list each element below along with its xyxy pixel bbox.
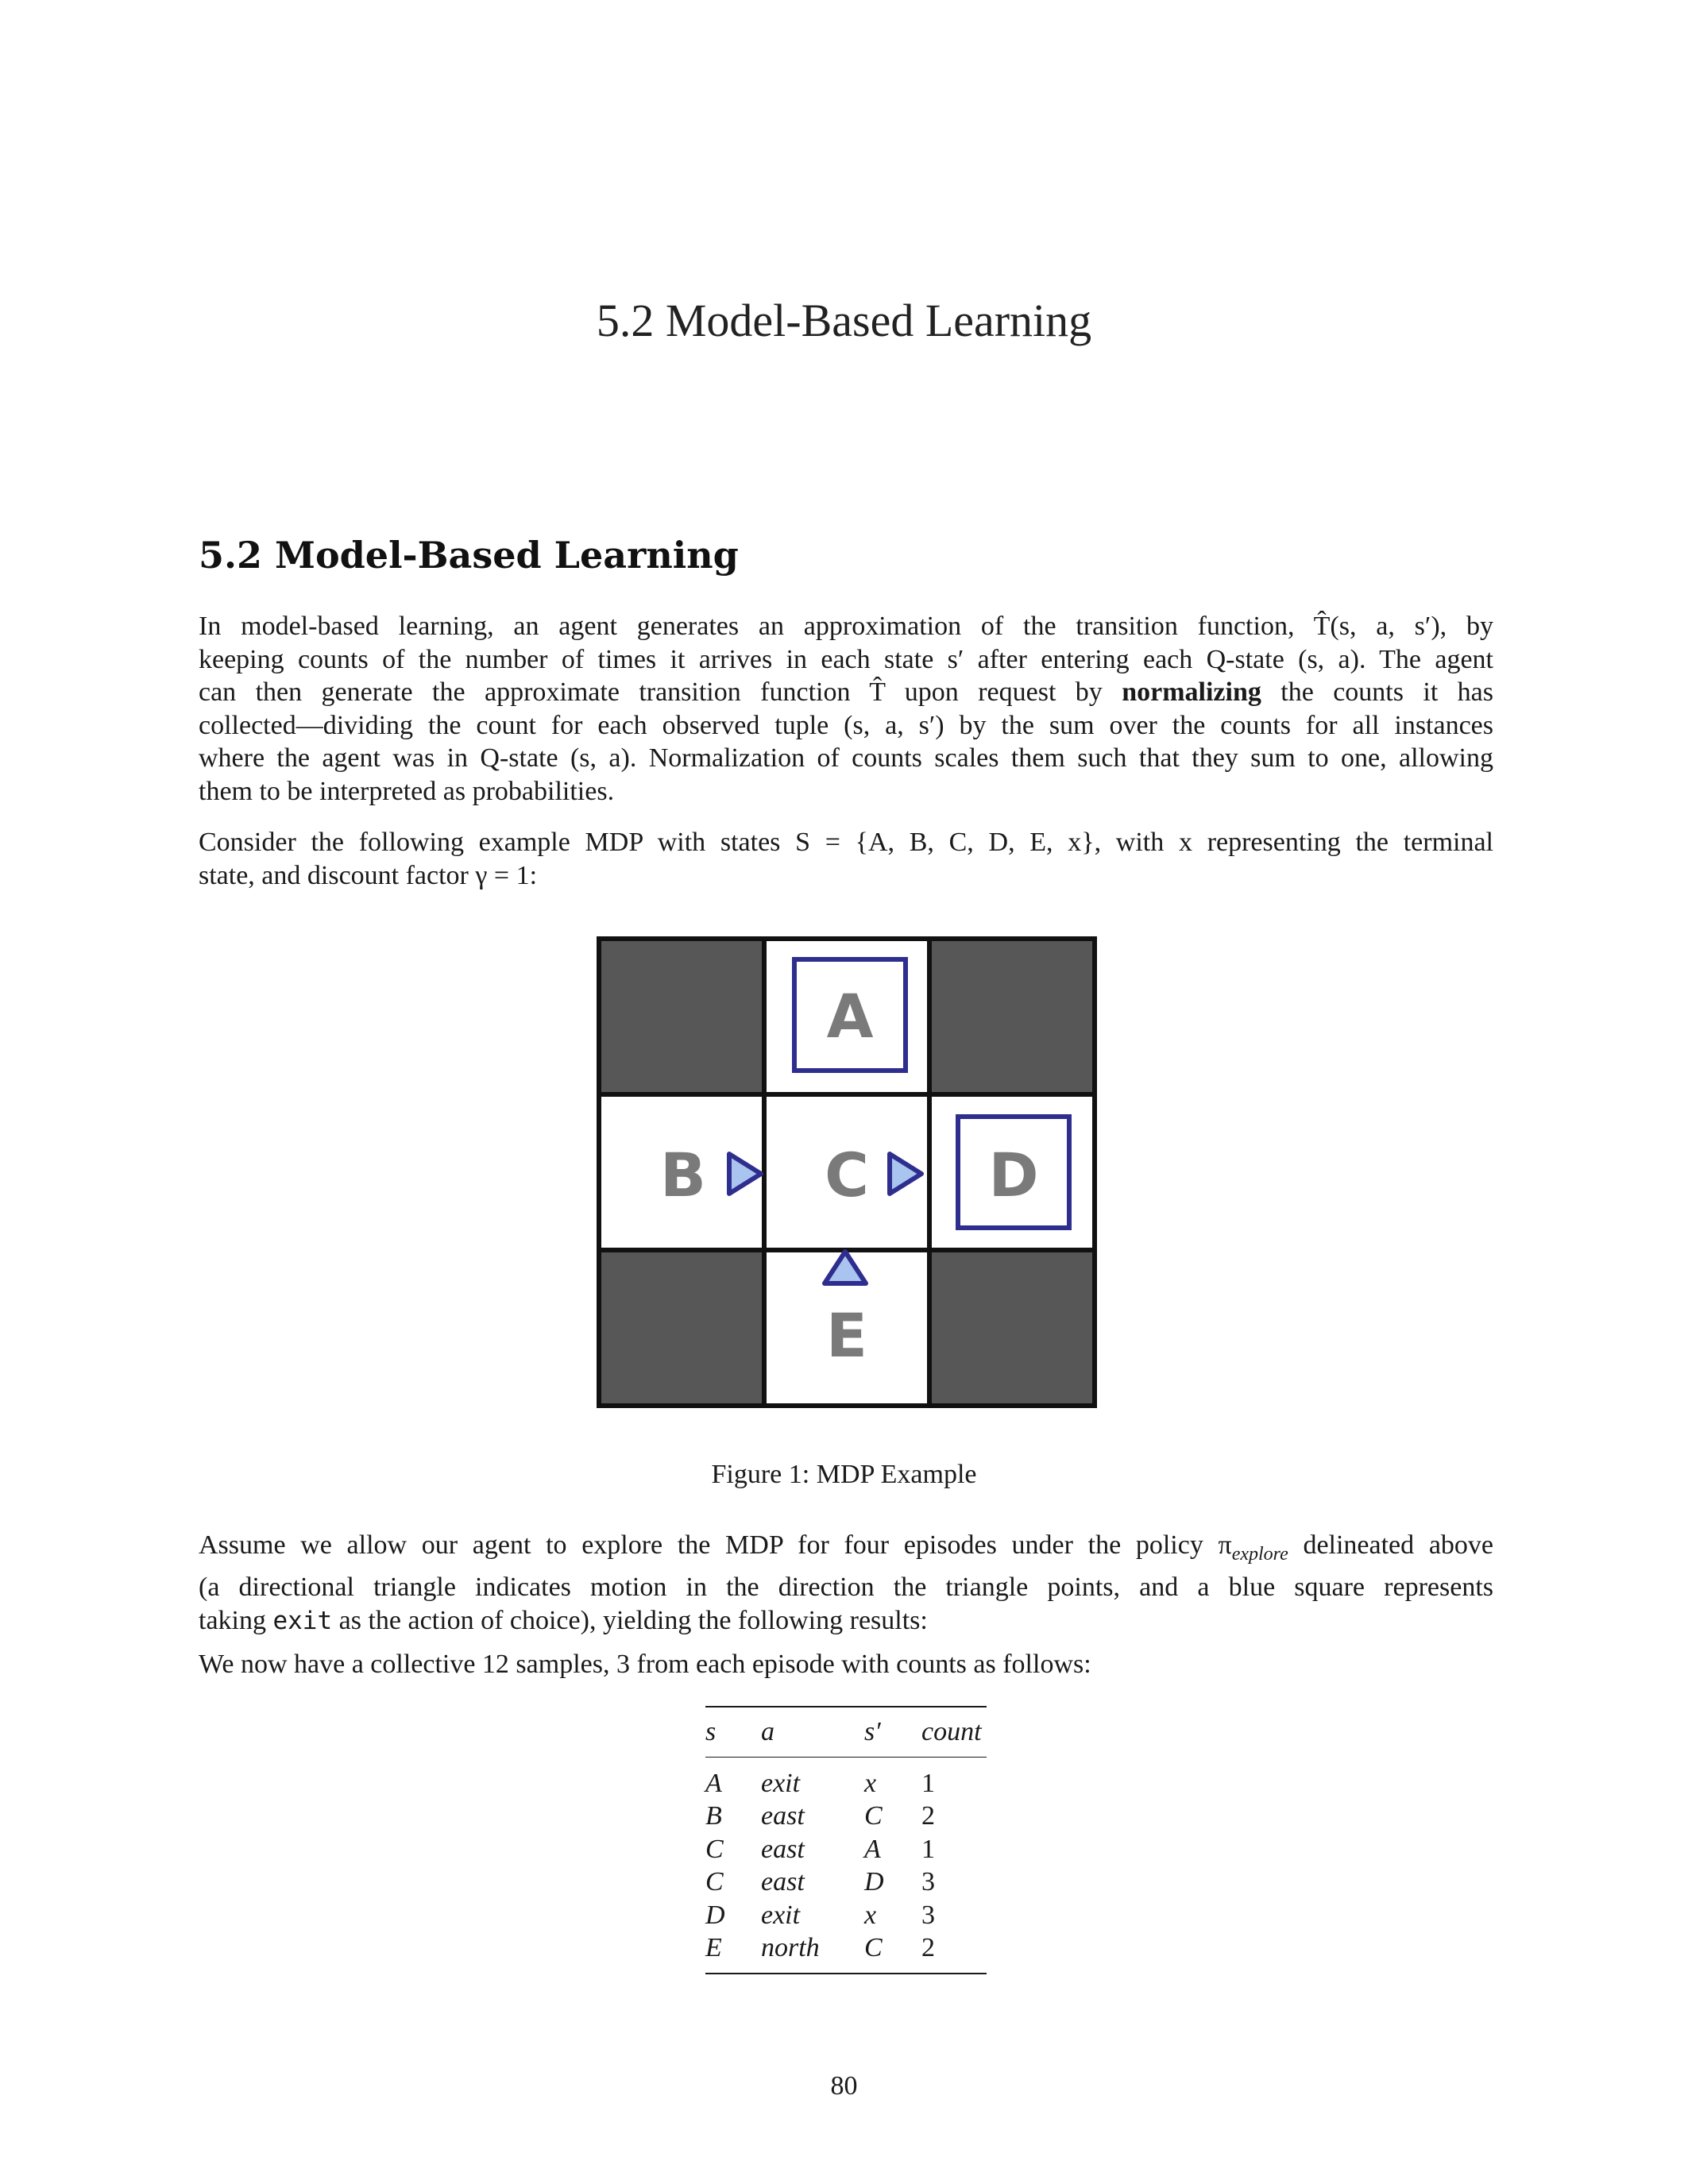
cell-a: exit bbox=[761, 1900, 801, 1930]
table-row bbox=[705, 1758, 987, 1800]
paragraph-model-based-intro bbox=[199, 610, 1493, 808]
column-header: s′ bbox=[864, 1717, 881, 1746]
state-label-a: A bbox=[826, 981, 874, 1051]
paragraph-line bbox=[199, 676, 1493, 709]
cell-s: D bbox=[705, 1900, 725, 1930]
cell-s-prime: D bbox=[864, 1867, 884, 1897]
cell-count: 2 bbox=[921, 1801, 935, 1831]
cell-s: C bbox=[705, 1834, 724, 1864]
paragraph-line: them to be interpreted as probabilities. bbox=[199, 776, 615, 806]
table-header-row bbox=[705, 1707, 987, 1758]
cell-count: 3 bbox=[921, 1900, 935, 1930]
cell-a: east bbox=[761, 1801, 805, 1831]
blocked-cell bbox=[929, 939, 1095, 1094]
paragraph-line-tail: the counts it has bbox=[1280, 677, 1494, 707]
cell-a: north bbox=[761, 1933, 820, 1963]
mdp-grid-svg bbox=[596, 936, 1104, 1422]
cell-s: A bbox=[705, 1768, 722, 1798]
cell-count: 3 bbox=[921, 1867, 935, 1897]
counts-table-grid bbox=[705, 1707, 987, 1965]
bottom-rule bbox=[705, 1973, 987, 1974]
paragraph-line: state, and discount factor γ = 1: bbox=[199, 860, 538, 890]
column-header: s bbox=[705, 1717, 717, 1746]
cell-s-prime: C bbox=[864, 1933, 883, 1963]
cell-s: B bbox=[705, 1801, 722, 1831]
table-row bbox=[705, 1866, 987, 1900]
paragraph-line: keeping counts of the number of times it arrives in each state s′ after entering each Q-state (s, a). The agent bbox=[199, 644, 1493, 674]
code-exit: exit bbox=[272, 1606, 333, 1635]
paragraph-line: where the agent was in Q-state (s, a). Normalization of counts scales them such that they sum to one, allowing bbox=[199, 743, 1493, 773]
cell-s-prime: x bbox=[864, 1900, 877, 1930]
mdp-figure bbox=[596, 936, 1104, 1422]
section-title: 5.2 Model-Based Learning bbox=[199, 534, 739, 577]
cell-count: 2 bbox=[921, 1933, 935, 1963]
paragraph-samples bbox=[199, 1648, 1493, 1681]
page-number: 80 bbox=[830, 2071, 858, 2101]
cell-count: 1 bbox=[921, 1768, 935, 1798]
figure-caption: Figure 1: MDP Example bbox=[711, 1460, 977, 1489]
cell-a: exit bbox=[761, 1768, 801, 1798]
cell-s-prime: x bbox=[864, 1768, 877, 1798]
state-label-d: D bbox=[988, 1140, 1039, 1210]
table-row bbox=[705, 1932, 987, 1966]
table-row bbox=[705, 1899, 987, 1932]
cell-a: east bbox=[761, 1867, 805, 1897]
cell-s-prime: A bbox=[864, 1834, 881, 1864]
paragraph-line bbox=[199, 1529, 1493, 1571]
paragraph-line: We now have a collective 12 samples, 3 from each episode with counts as follows: bbox=[199, 1650, 1091, 1679]
blocked-cell bbox=[599, 939, 764, 1094]
state-label-c: C bbox=[825, 1140, 869, 1210]
paragraph-line-text: taking bbox=[199, 1605, 273, 1635]
paragraph-line: Consider the following example MDP with states S = {A, B, C, D, E, x}, with x representing the terminal bbox=[199, 828, 1493, 857]
blocked-cell bbox=[599, 1250, 764, 1406]
column-header: a bbox=[761, 1717, 774, 1746]
paragraph-example-mdp bbox=[199, 826, 1493, 892]
bold-term-normalizing: normalizing bbox=[1122, 677, 1261, 707]
cell-s: C bbox=[705, 1867, 724, 1897]
paragraph-line-text: Assume we allow our agent to explore the MDP for four episodes under the policy π bbox=[199, 1530, 1232, 1560]
table-row bbox=[705, 1833, 987, 1866]
cell-count: 1 bbox=[921, 1834, 935, 1864]
state-label-b: B bbox=[660, 1140, 706, 1210]
paragraph-line bbox=[199, 1604, 1493, 1638]
cell-a: east bbox=[761, 1834, 805, 1864]
paragraph-line-text: can then generate the approximate transition function T̂ upon request by bbox=[199, 677, 1103, 707]
paragraph-line: collected—dividing the count for each observed tuple (s, a, s′) by the sum over the counts for all instances bbox=[199, 710, 1493, 740]
paragraph-line: In model-based learning, an agent generates an approximation of the transition function, T̂(s, a, s′), by bbox=[199, 612, 1493, 641]
blocked-cell bbox=[929, 1250, 1095, 1406]
column-header: count bbox=[921, 1717, 982, 1746]
policy-subscript: explore bbox=[1231, 1543, 1288, 1565]
paragraph-line-tail: as the action of choice), yielding the following results: bbox=[332, 1605, 928, 1635]
running-header: 5.2 Model-Based Learning bbox=[596, 295, 1092, 346]
table-row bbox=[705, 1800, 987, 1834]
state-label-e: E bbox=[826, 1300, 867, 1371]
paragraph-line-tail: delineated above bbox=[1288, 1530, 1494, 1560]
paragraph-explore-policy bbox=[199, 1529, 1493, 1638]
cell-s-prime: C bbox=[864, 1801, 883, 1831]
counts-table bbox=[705, 1706, 987, 1974]
cell-s: E bbox=[705, 1933, 722, 1963]
paragraph-line: (a directional triangle indicates motion in the direction the triangle points, and a blue square represents bbox=[199, 1572, 1493, 1603]
